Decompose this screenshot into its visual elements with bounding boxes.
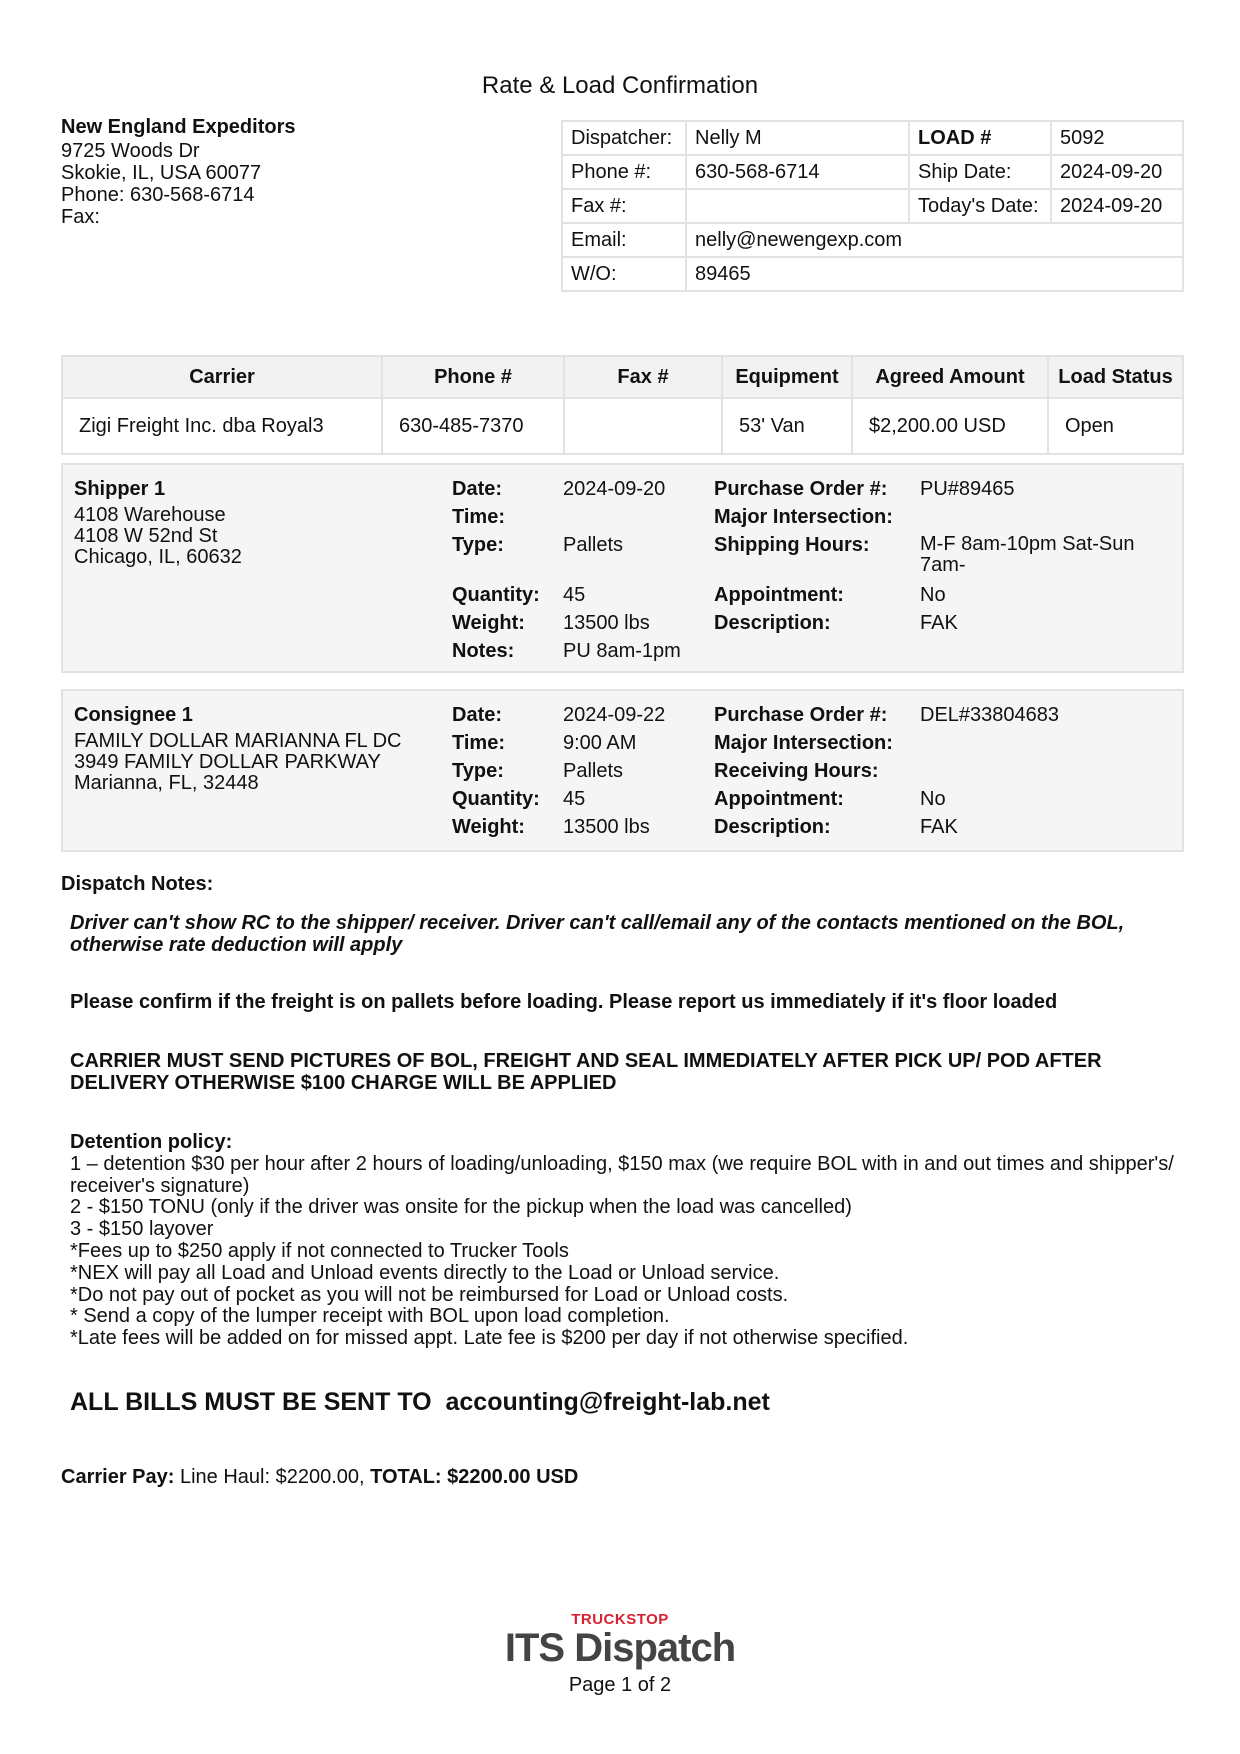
consignee-date-label: Date: <box>452 704 503 726</box>
consignee-weight: 13500 lbs <box>563 816 650 838</box>
carrier-pay-total: TOTAL: $2200.00 USD <box>370 1466 579 1488</box>
shipper-address-line3: Chicago, IL, 60632 <box>74 546 242 568</box>
consignee-type-label: Type: <box>452 760 504 782</box>
consignee-section <box>61 689 1184 852</box>
shipper-quantity-label: Quantity: <box>452 584 540 606</box>
agreed-amount-header: Agreed Amount <box>852 356 1048 398</box>
dispatch-phone-value: 630-568-6714 <box>686 155 909 189</box>
carrier-header: Carrier <box>62 356 382 398</box>
shipper-type-label: Type: <box>452 534 504 556</box>
consignee-address-line1: FAMILY DOLLAR MARIANNA FL DC <box>74 730 402 752</box>
carrier-pay <box>61 1466 578 1489</box>
page-number: Page 1 of 2 <box>568 1674 672 1696</box>
dispatcher-label: Dispatcher: <box>562 121 686 155</box>
ship-date-value: 2024-09-20 <box>1051 155 1183 189</box>
company-block <box>61 116 295 228</box>
dispatch-email-label: Email: <box>562 223 686 257</box>
consignee-time-label: Time: <box>452 732 505 754</box>
consignee-type: Pallets <box>563 760 624 782</box>
shipper-appointment-label: Appointment: <box>714 584 844 606</box>
carrier-name: Zigi Freight Inc. dba Royal3 <box>62 398 382 454</box>
document-title: Rate & Load Confirmation <box>481 72 759 99</box>
consignee-appointment: No <box>920 788 946 810</box>
equipment-header: Equipment <box>722 356 852 398</box>
equipment: 53' Van <box>722 398 852 454</box>
work-order-value: 89465 <box>686 257 1183 291</box>
consignee-quantity-label: Quantity: <box>452 788 540 810</box>
load-status-header: Load Status <box>1048 356 1183 398</box>
shipper-po: PU#89465 <box>920 478 1015 500</box>
shipper-notes: PU 8am-1pm <box>563 640 681 662</box>
detention-line: *Do not pay out of pocket as you will not be reimbursed for Load or Unload costs. <box>70 1283 789 1306</box>
shipper-notes-label: Notes: <box>452 640 515 662</box>
consignee-appointment-label: Appointment: <box>714 788 844 810</box>
fax-header: Fax # <box>564 356 722 398</box>
shipping-hours-label: Shipping Hours: <box>714 534 870 556</box>
billing-instructions: ALL BILLS MUST BE SENT TO accounting@freight-lab.net <box>70 1388 770 1416</box>
its-dispatch-logo: ITS Dispatch <box>504 1626 736 1670</box>
shipper-weight: 13500 lbs <box>563 612 650 634</box>
receiving-hours-label: Receiving Hours: <box>714 760 879 782</box>
shipper-address <box>74 505 242 568</box>
consignee-po: DEL#33804683 <box>920 704 1060 726</box>
shipper-type: Pallets <box>563 534 624 556</box>
consignee-po-label: Purchase Order #: <box>714 704 888 726</box>
dispatch-fax-value <box>686 189 909 223</box>
company-phone: Phone: 630-568-6714 <box>61 184 255 206</box>
consignee-time: 9:00 AM <box>563 732 637 754</box>
detention-line: *Fees up to $250 apply if not connected to Trucker Tools <box>70 1239 569 1262</box>
consignee-quantity: 45 <box>563 788 586 810</box>
shipper-description-label: Description: <box>714 612 831 634</box>
load-number-label: LOAD # <box>909 121 1051 155</box>
carrier-fax <box>564 398 722 454</box>
shipper-quantity: 45 <box>563 584 586 606</box>
agreed-amount: $2,200.00 USD <box>852 398 1048 454</box>
shipper-po-label: Purchase Order #: <box>714 478 888 500</box>
consignee-address <box>74 731 402 794</box>
dispatch-notes-heading: Dispatch Notes: <box>61 873 214 895</box>
consignee-date: 2024-09-22 <box>563 704 666 726</box>
table-row <box>62 398 1183 454</box>
detention-line: *Late fees will be added on for missed appt. Late fee is $200 per day if not otherwise specified. <box>70 1327 909 1350</box>
shipping-hours-line2: 7am- <box>920 554 966 576</box>
consignee-intersection-label: Major Intersection: <box>714 732 893 754</box>
shipper-time-label: Time: <box>452 506 505 528</box>
shipper-intersection-label: Major Intersection: <box>714 506 893 528</box>
consignee-description-label: Description: <box>714 816 831 838</box>
consignee-description: FAK <box>920 816 958 838</box>
ship-date-label: Ship Date: <box>909 155 1051 189</box>
dispatch-note-pictures: CARRIER MUST SEND PICTURES OF BOL, FREIGHT AND SEAL IMMEDIATELY AFTER PICK UP/ POD AFTER DELIVERY OTHERWISE $100 CHARGE WILL BE APPLIED <box>70 1050 1102 1094</box>
dispatcher-value: Nelly M <box>686 121 909 155</box>
consignee-address-line3: Marianna, FL, 32448 <box>74 772 259 794</box>
shipper-weight-label: Weight: <box>452 612 525 634</box>
consignee-weight-label: Weight: <box>452 816 525 838</box>
shipper-section <box>61 463 1184 673</box>
carrier-phone: 630-485-7370 <box>382 398 564 454</box>
shipper-date-label: Date: <box>452 478 503 500</box>
dispatch-info-table <box>561 120 1184 292</box>
dispatch-email-value: nelly@newengexp.com <box>686 223 1183 257</box>
company-name: New England Expeditors <box>61 116 296 138</box>
shipper-description: FAK <box>920 612 958 634</box>
shipper-address-line2: 4108 W 52nd St <box>74 525 218 547</box>
work-order-label: W/O: <box>562 257 686 291</box>
carrier-pay-label: Carrier Pay: <box>61 1466 175 1488</box>
carrier-table <box>61 355 1184 455</box>
consignee-header: Consignee 1 <box>74 704 193 726</box>
shipper-header: Shipper 1 <box>74 478 166 500</box>
load-number-value: 5092 <box>1051 121 1183 155</box>
phone-header: Phone # <box>382 356 564 398</box>
dispatch-fax-label: Fax #: <box>562 189 686 223</box>
detention-line: 2 - $150 TONU (only if the driver was onsite for the pickup when the load was cancelled) <box>70 1196 852 1219</box>
truckstop-logo-text: TRUCKSTOP <box>571 1611 669 1628</box>
detention-line: 1 – detention $30 per hour after 2 hours of loading/unloading, $150 max (we require BOL with in and out times and shipper's/ receiver's signature) <box>70 1152 1174 1197</box>
consignee-address-line2: 3949 FAMILY DOLLAR PARKWAY <box>74 751 381 773</box>
carrier-pay-line-haul: Line Haul: $2200.00, <box>174 1466 371 1488</box>
dispatch-note-rc: Driver can't show RC to the shipper/ receiver. Driver can't call/email any of the contacts mentioned on the BOL, otherwise rate deduction will apply <box>70 912 1125 956</box>
shipper-date: 2024-09-20 <box>563 478 666 500</box>
shipping-hours-line1: M-F 8am-10pm Sat-Sun <box>920 533 1135 555</box>
company-address-line1: 9725 Woods Dr <box>61 140 200 162</box>
dispatch-phone-label: Phone #: <box>562 155 686 189</box>
company-fax: Fax: <box>61 206 100 228</box>
todays-date-value: 2024-09-20 <box>1051 189 1183 223</box>
carrier-table-header <box>62 356 1183 398</box>
shipper-address-line1: 4108 Warehouse <box>74 504 226 526</box>
company-address-line2: Skokie, IL, USA 60077 <box>61 162 262 184</box>
todays-date-label: Today's Date: <box>909 189 1051 223</box>
dispatch-note-pallets: Please confirm if the freight is on pallets before loading. Please report us immediately if it's floor loaded <box>70 991 1058 1013</box>
detention-line: 3 - $150 layover <box>70 1218 214 1241</box>
detention-policy <box>70 1132 1180 1350</box>
detention-heading: Detention policy: <box>70 1131 233 1153</box>
shipper-appointment: No <box>920 584 946 606</box>
detention-line: * Send a copy of the lumper receipt with BOL upon load completion. <box>70 1305 670 1328</box>
shipping-hours <box>920 534 1135 576</box>
detention-line: *NEX will pay all Load and Unload events directly to the Load or Unload service. <box>70 1261 780 1284</box>
load-status: Open <box>1048 398 1183 454</box>
